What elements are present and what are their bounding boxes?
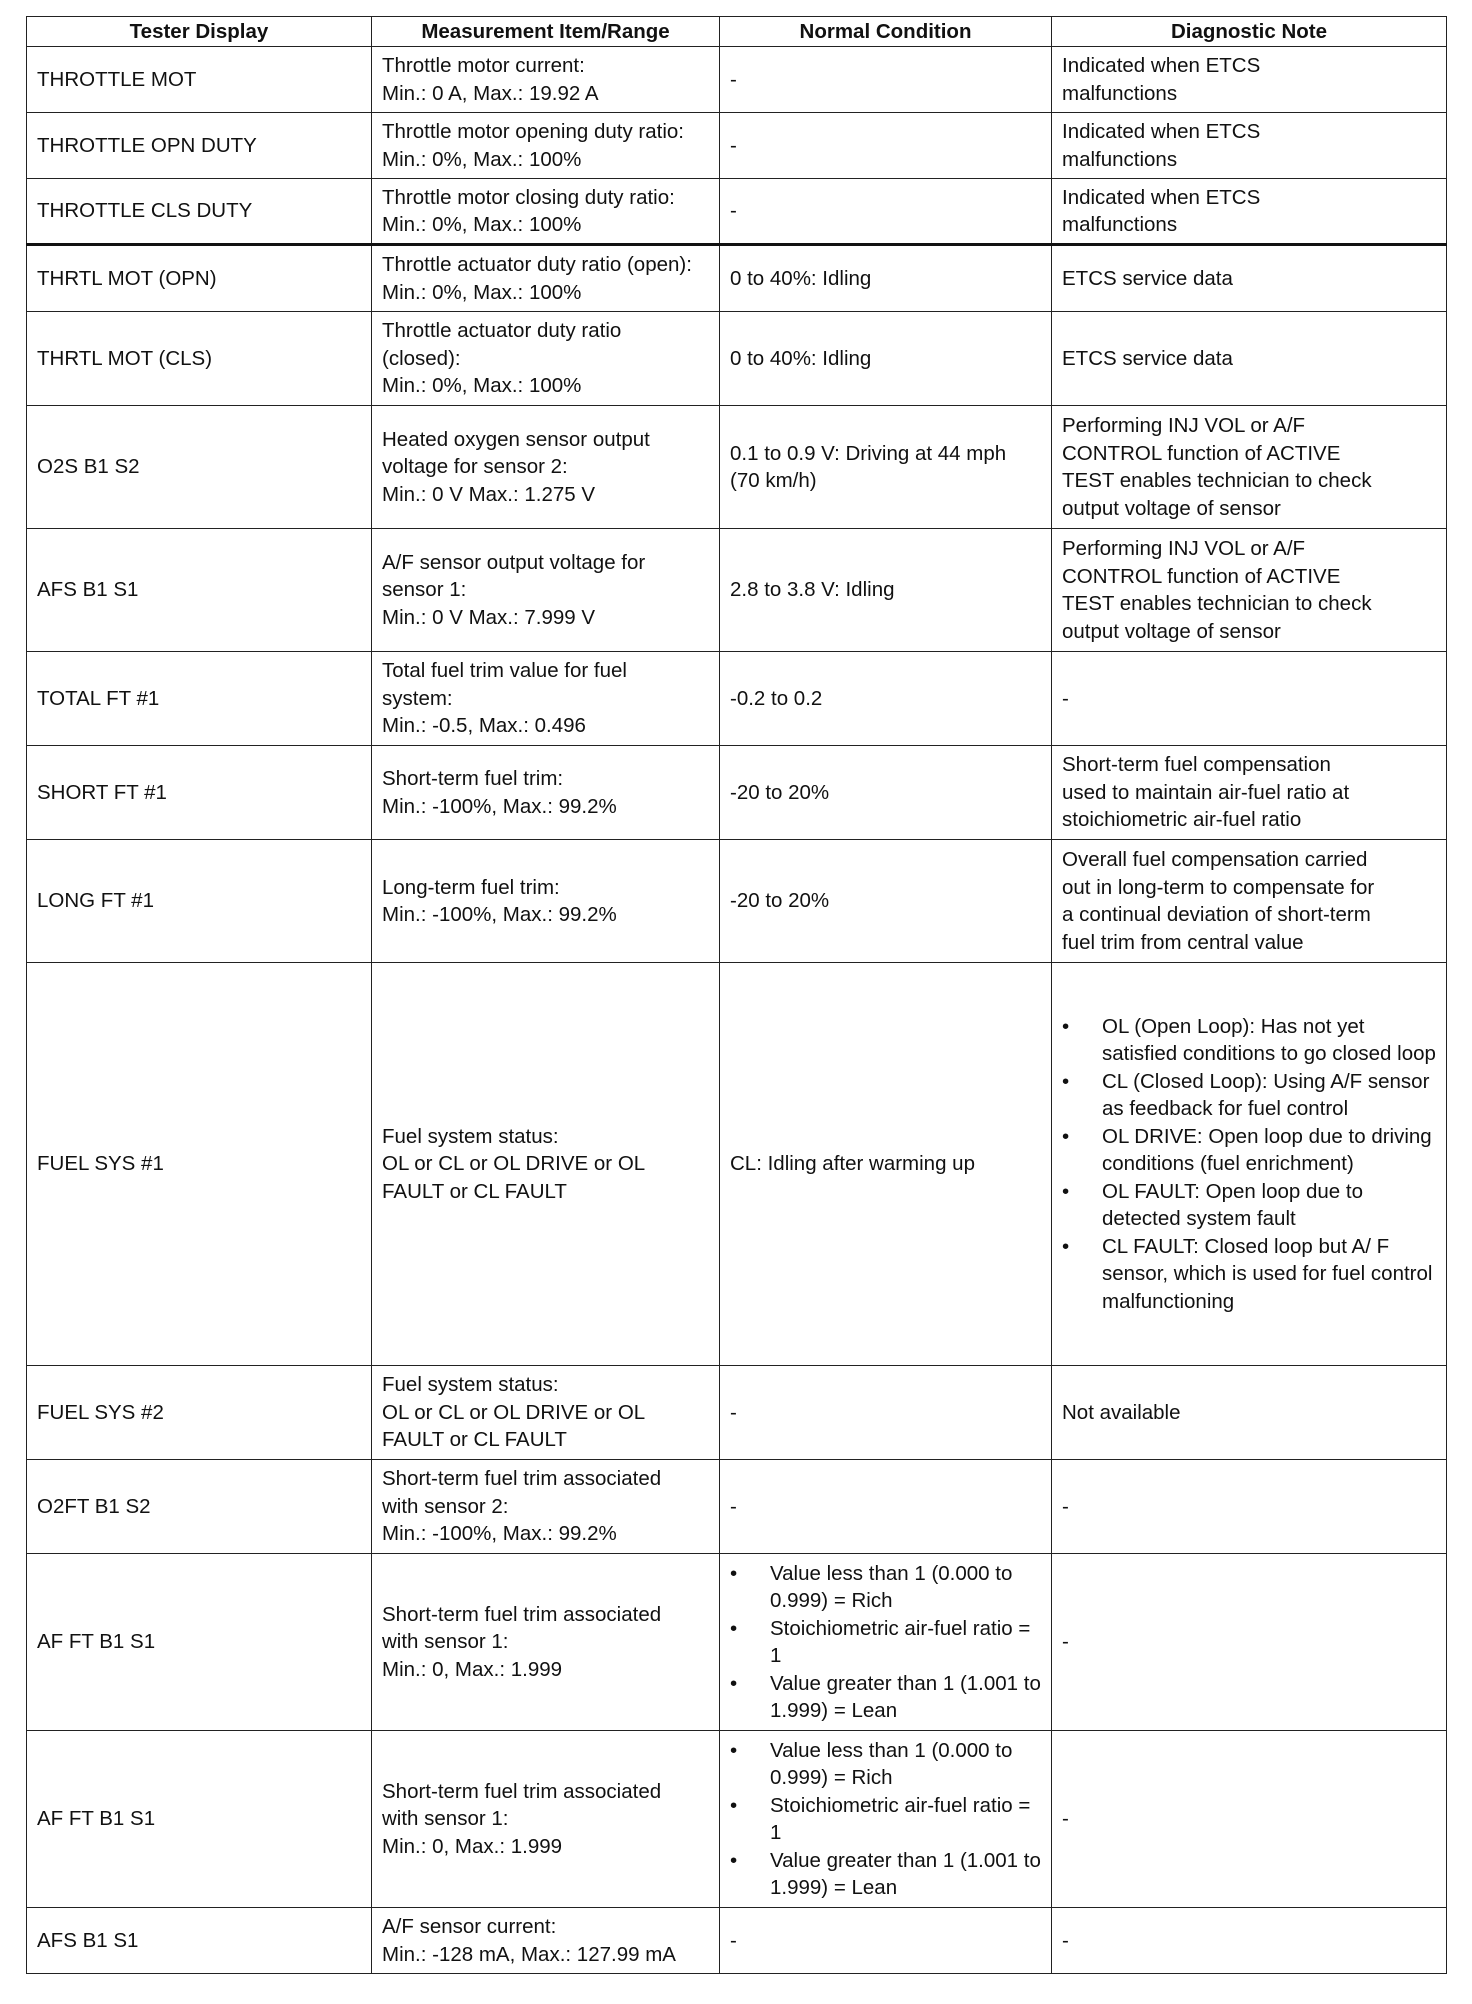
header-diagnostic-note: Diagnostic Note bbox=[1052, 17, 1447, 47]
bullet-text: CL FAULT: Closed loop but A/ F sensor, which is used for fuel control malfunctioning bbox=[1102, 1234, 1433, 1313]
measurement-cell: Throttle motor opening duty ratio: Min.: 0%, Max.: 100% bbox=[372, 113, 720, 179]
bullet-text: OL DRIVE: Open loop due to driving conditions (fuel enrichment) bbox=[1102, 1124, 1432, 1176]
diagnostic-note-cell: Not available bbox=[1052, 1366, 1447, 1460]
normal-condition-cell: - bbox=[720, 1460, 1052, 1554]
table-row bbox=[27, 1366, 1447, 1460]
normal-condition-cell: - bbox=[720, 113, 1052, 179]
lambda-bullet-list bbox=[730, 1737, 1041, 1902]
tester-display-cell: FUEL SYS #2 bbox=[27, 1366, 372, 1460]
bullet-text: CL (Closed Loop): Using A/F sensor as feedback for fuel control bbox=[1102, 1069, 1430, 1121]
bullet-item bbox=[1062, 1013, 1436, 1068]
diagnostic-note-cell: Performing INJ VOL or A/F CONTROL function of ACTIVE TEST enables technician to check output voltage of sensor bbox=[1052, 406, 1447, 529]
table-row bbox=[27, 963, 1447, 1366]
normal-condition-cell: -20 to 20% bbox=[720, 840, 1052, 963]
diagnostic-note-cell: ETCS service data bbox=[1052, 312, 1447, 406]
tester-display-cell: AF FT B1 S1 bbox=[27, 1554, 372, 1731]
measurement-cell: Throttle actuator duty ratio (open): Min.: 0%, Max.: 100% bbox=[372, 245, 720, 312]
table-row bbox=[27, 179, 1447, 245]
measurement-cell: A/F sensor output voltage for sensor 1: Min.: 0 V Max.: 7.999 V bbox=[372, 529, 720, 652]
table-row bbox=[27, 529, 1447, 652]
tester-display-cell: O2S B1 S2 bbox=[27, 406, 372, 529]
bullet-item bbox=[1062, 1233, 1436, 1316]
bullet-text: OL FAULT: Open loop due to detected system fault bbox=[1102, 1179, 1363, 1231]
header-row bbox=[27, 17, 1447, 47]
diagnostic-note-cell: Performing INJ VOL or A/F CONTROL function of ACTIVE TEST enables technician to check output voltage of sensor bbox=[1052, 529, 1447, 652]
bullet-text: Stoichiometric air-fuel ratio = 1 bbox=[770, 1793, 1031, 1844]
diagnostic-note-cell: Overall fuel compensation carried out in long-term to compensate for a continual deviation of short-term fuel trim from central value bbox=[1052, 840, 1447, 963]
tester-display-cell: THROTTLE MOT bbox=[27, 47, 372, 113]
diagnostic-note-cell: - bbox=[1052, 1554, 1447, 1731]
bullet-text: Stoichiometric air-fuel ratio = 1 bbox=[770, 1616, 1031, 1667]
normal-condition-cell: 0 to 40%: Idling bbox=[720, 312, 1052, 406]
measurement-cell: Fuel system status: OL or CL or OL DRIVE or OL FAULT or CL FAULT bbox=[372, 963, 720, 1366]
tester-display-cell: O2FT B1 S2 bbox=[27, 1460, 372, 1554]
bullet-icon: • bbox=[730, 1671, 738, 1695]
normal-condition-cell: -0.2 to 0.2 bbox=[720, 652, 1052, 746]
normal-condition-cell: 0.1 to 0.9 V: Driving at 44 mph (70 km/h) bbox=[720, 406, 1052, 529]
measurement-cell: Throttle motor current: Min.: 0 A, Max.: 19.92 A bbox=[372, 47, 720, 113]
bullet-item bbox=[730, 1670, 1041, 1725]
table-row bbox=[27, 113, 1447, 179]
table-row bbox=[27, 1554, 1447, 1731]
bullet-icon: • bbox=[1062, 1014, 1070, 1038]
diagnostic-note-cell: Indicated when ETCS malfunctions bbox=[1052, 113, 1447, 179]
diagnostic-note-cell: Indicated when ETCS malfunctions bbox=[1052, 47, 1447, 113]
tester-display-cell: THROTTLE CLS DUTY bbox=[27, 179, 372, 245]
normal-condition-cell: 2.8 to 3.8 V: Idling bbox=[720, 529, 1052, 652]
measurement-cell: Long-term fuel trim: Min.: -100%, Max.: 99.2% bbox=[372, 840, 720, 963]
table-row bbox=[27, 245, 1447, 312]
table-row bbox=[27, 406, 1447, 529]
bullet-icon: • bbox=[730, 1561, 738, 1585]
bullet-text: Value greater than 1 (1.001 to 1.999) = Lean bbox=[770, 1848, 1041, 1899]
bullet-item bbox=[730, 1847, 1041, 1902]
tester-display-cell: AFS B1 S1 bbox=[27, 1908, 372, 1974]
normal-condition-cell: 0 to 40%: Idling bbox=[720, 245, 1052, 312]
table-row bbox=[27, 47, 1447, 113]
bullet-item bbox=[730, 1615, 1041, 1670]
table-row bbox=[27, 746, 1447, 840]
normal-condition-cell: - bbox=[720, 179, 1052, 245]
header-tester-display: Tester Display bbox=[27, 17, 372, 47]
header-normal-condition: Normal Condition bbox=[720, 17, 1052, 47]
tester-display-cell: THROTTLE OPN DUTY bbox=[27, 113, 372, 179]
normal-condition-cell: - bbox=[720, 47, 1052, 113]
normal-condition-cell: -20 to 20% bbox=[720, 746, 1052, 840]
diagnostic-note-cell: Indicated when ETCS malfunctions bbox=[1052, 179, 1447, 245]
bullet-item bbox=[1062, 1123, 1436, 1178]
table-row bbox=[27, 312, 1447, 406]
bullet-icon: • bbox=[1062, 1124, 1070, 1148]
measurement-cell: Fuel system status: OL or CL or OL DRIVE or OL FAULT or CL FAULT bbox=[372, 1366, 720, 1460]
diagnostic-note-cell: - bbox=[1052, 1731, 1447, 1908]
bullet-icon: • bbox=[730, 1616, 738, 1640]
bullet-item bbox=[1062, 1068, 1436, 1123]
normal-condition-cell bbox=[720, 1554, 1052, 1731]
measurement-cell: Total fuel trim value for fuel system: Min.: -0.5, Max.: 0.496 bbox=[372, 652, 720, 746]
tester-display-cell: TOTAL FT #1 bbox=[27, 652, 372, 746]
diagnostic-note-cell: - bbox=[1052, 1460, 1447, 1554]
bullet-icon: • bbox=[730, 1793, 738, 1817]
diagnostic-note-cell: ETCS service data bbox=[1052, 245, 1447, 312]
data-list-table bbox=[26, 16, 1447, 1974]
bullet-icon: • bbox=[730, 1848, 738, 1872]
diagnostic-note-cell: Short-term fuel compensation used to maintain air-fuel ratio at stoichiometric air-fuel ratio bbox=[1052, 746, 1447, 840]
measurement-cell: Throttle motor closing duty ratio: Min.: 0%, Max.: 100% bbox=[372, 179, 720, 245]
measurement-cell: A/F sensor current: Min.: -128 mA, Max.: 127.99 mA bbox=[372, 1908, 720, 1974]
diagnostic-note-cell bbox=[1052, 963, 1447, 1366]
measurement-cell: Short-term fuel trim associated with sensor 1: Min.: 0, Max.: 1.999 bbox=[372, 1731, 720, 1908]
tester-display-cell: THRTL MOT (OPN) bbox=[27, 245, 372, 312]
bullet-icon: • bbox=[730, 1738, 738, 1762]
fuel-status-bullet-list bbox=[1062, 1013, 1436, 1316]
table-row bbox=[27, 1731, 1447, 1908]
normal-condition-cell: - bbox=[720, 1908, 1052, 1974]
bullet-text: Value greater than 1 (1.001 to 1.999) = Lean bbox=[770, 1671, 1041, 1722]
table-row bbox=[27, 1460, 1447, 1554]
bullet-text: Value less than 1 (0.000 to 0.999) = Rich bbox=[770, 1738, 1013, 1789]
bullet-icon: • bbox=[1062, 1234, 1070, 1258]
bullet-icon: • bbox=[1062, 1069, 1070, 1093]
lambda-bullet-list bbox=[730, 1560, 1041, 1725]
header-measurement-item: Measurement Item/Range bbox=[372, 17, 720, 47]
tester-display-cell: AFS B1 S1 bbox=[27, 529, 372, 652]
table-row bbox=[27, 1908, 1447, 1974]
measurement-cell: Short-term fuel trim: Min.: -100%, Max.: 99.2% bbox=[372, 746, 720, 840]
document-page bbox=[26, 16, 1446, 1974]
measurement-cell: Throttle actuator duty ratio (closed): Min.: 0%, Max.: 100% bbox=[372, 312, 720, 406]
tester-display-cell: FUEL SYS #1 bbox=[27, 963, 372, 1366]
bullet-text: Value less than 1 (0.000 to 0.999) = Rich bbox=[770, 1561, 1013, 1612]
normal-condition-cell: - bbox=[720, 1366, 1052, 1460]
tester-display-cell: AF FT B1 S1 bbox=[27, 1731, 372, 1908]
normal-condition-cell: CL: Idling after warming up bbox=[720, 963, 1052, 1366]
table-row bbox=[27, 840, 1447, 963]
tester-display-cell: SHORT FT #1 bbox=[27, 746, 372, 840]
bullet-text: OL (Open Loop): Has not yet satisfied conditions to go closed loop bbox=[1102, 1014, 1436, 1066]
diagnostic-note-cell: - bbox=[1052, 652, 1447, 746]
diagnostic-note-cell: - bbox=[1052, 1908, 1447, 1974]
bullet-item bbox=[730, 1792, 1041, 1847]
measurement-cell: Heated oxygen sensor output voltage for sensor 2: Min.: 0 V Max.: 1.275 V bbox=[372, 406, 720, 529]
tester-display-cell: LONG FT #1 bbox=[27, 840, 372, 963]
normal-condition-cell bbox=[720, 1731, 1052, 1908]
measurement-cell: Short-term fuel trim associated with sensor 2: Min.: -100%, Max.: 99.2% bbox=[372, 1460, 720, 1554]
measurement-cell: Short-term fuel trim associated with sensor 1: Min.: 0, Max.: 1.999 bbox=[372, 1554, 720, 1731]
tester-display-cell: THRTL MOT (CLS) bbox=[27, 312, 372, 406]
bullet-item bbox=[730, 1737, 1041, 1792]
bullet-icon: • bbox=[1062, 1179, 1070, 1203]
bullet-item bbox=[730, 1560, 1041, 1615]
table-row bbox=[27, 652, 1447, 746]
bullet-item bbox=[1062, 1178, 1436, 1233]
